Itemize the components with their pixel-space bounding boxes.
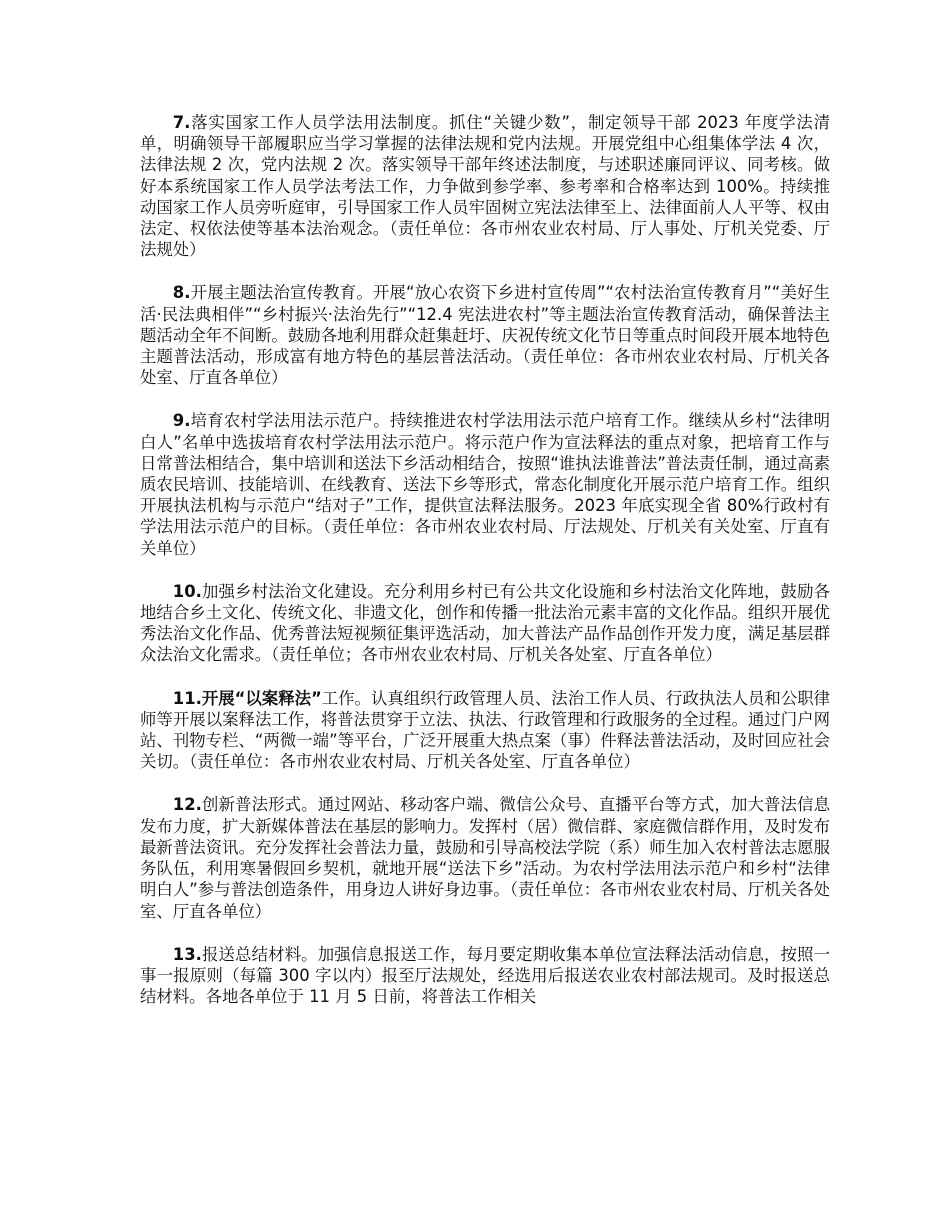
paragraph-text: 创新普法形式。通过网站、移动客户端、微信公众号、直播平台等方式，加大普法信息发布力度，扩大新媒体普法在基层的影响力。发挥村（居）微信群、家庭微信群作用，及时发布最新普法资讯。充分发挥社会普法力量，鼓励和引导高校法学院（系）师生加入农村普法志愿服务队伍，利用寒暑假回乡契机，就地开展“送法下乡”活动。为农村学法用法示范户和乡村“法律明白人”参与普法创造条件，用身边人讲好身边事。（责任单位：各市州农业农村局、厅机关各处室、厅直各单位） (140, 795, 830, 921)
paragraph-text: 落实国家工作人员学法用法制度。抓住“关键少数”，制定领导干部 2023 年度学法清单，明确领导干部履职应当学习掌握的法律法规和党内法规。开展党组中心组集体学法 4 次，法律法规 2 次，党内法规 2 次。落实领导干部年终述法制度，与述职述廉同评议、同考核。做好本系统国家工作人员学法考法工作，力争做到参学率、参考率和合格率达到 100%。持续推动国家工作人员旁听庭审，引导国家工作人员牢固树立宪法法律至上、法律面前人人平等、权由法定、权依法使等基本法治观念。（责任单位：各市州农业农村局、厅人事处、厅机关党委、厅法规处） (140, 113, 830, 260)
paragraph-7 (140, 112, 830, 260)
item-number: 8. (172, 283, 191, 303)
item-number: 13. (172, 944, 202, 964)
paragraph-13 (140, 944, 830, 1008)
paragraph-11 (140, 688, 830, 773)
paragraph-text: 工作。认真组织行政管理人员、法治工作人员、行政执法人员和公职律师等开展以案释法工作，将普法贯穿于立法、执法、行政管理和行政服务的全过程。通过门户网站、刊物专栏、“两微一端”等平台，广泛开展重大热点案（事）件释法普法活动，及时回应社会关切。（责任单位：各市州农业农村局、厅机关各处室、厅直各单位） (140, 688, 830, 772)
item-number: 10. (172, 581, 202, 601)
paragraph-text: 报送总结材料。加强信息报送工作，每月要定期收集本单位宣法释法活动信息，按照一事一报原则（每篇 300 字以内）报至厅法规处，经选用后报送农业农村部法规司。及时报送总结材料。各地各单位于 11 月 5 日前，将普法工作相关 (140, 944, 830, 1007)
document-page (140, 112, 830, 1029)
item-number: 12. (172, 795, 202, 815)
item-number: 9. (172, 411, 191, 431)
paragraph-text: 培育农村学法用法示范户。持续推进农村学法用法示范户培育工作。继续从乡村“法律明白人”名单中选拔培育农村学法用法示范户。将示范户作为宣法释法的重点对象，把培育工作与日常普法相结合，集中培训和送法下乡活动相结合，按照“谁执法谁普法”普法责任制，通过高素质农民培训、技能培训、在线教育、送法下乡等形式，常态化制度化开展示范户培育工作。组织开展执法机构与示范户“结对子”工作，提供宣法释法服务。2023 年底实现全省 80%行政村有学法用法示范户的目标。（责任单位：各市州农业农村局、厅法规处、厅机关有关处室、厅直有关单位） (140, 411, 830, 558)
paragraph-text: 开展主题法治宣传教育。开展“放心农资下乡进村宣传周”“农村法治宣传教育月”“美好生活·民法典相伴”“乡村振兴·法治先行”“12.4 宪法进农村”等主题法治宣传教育活动，确保普法主题活动全年不间断。鼓励各地利用群众赶集赶圩、庆祝传统文化节日等重点时间段开展本地特色主题普法活动，形成富有地方特色的基层普法活动。（责任单位：各市州农业农村局、厅机关各处室、厅直各单位） (140, 283, 830, 388)
item-number: 11. (172, 688, 202, 708)
paragraph-12 (140, 794, 830, 921)
paragraph-8 (140, 282, 830, 388)
item-number: 7. (172, 113, 191, 132)
paragraph-10 (140, 581, 830, 666)
paragraph-9 (140, 410, 830, 558)
paragraph-text: 加强乡村法治文化建设。充分利用乡村已有公共文化设施和乡村法治文化阵地，鼓励各地结合乡土文化、传统文化、非遗文化，创作和传播一批法治元素丰富的文化作品。组织开展优秀法治文化作品、优秀普法短视频征集评选活动，加大普法产品作品创作开发力度，满足基层群众法治文化需求。（责任单位；各市州农业农村局、厅机关各处室、厅直各单位） (140, 581, 830, 665)
paragraph-bold-lead: 开展“以案释法” (201, 688, 322, 708)
